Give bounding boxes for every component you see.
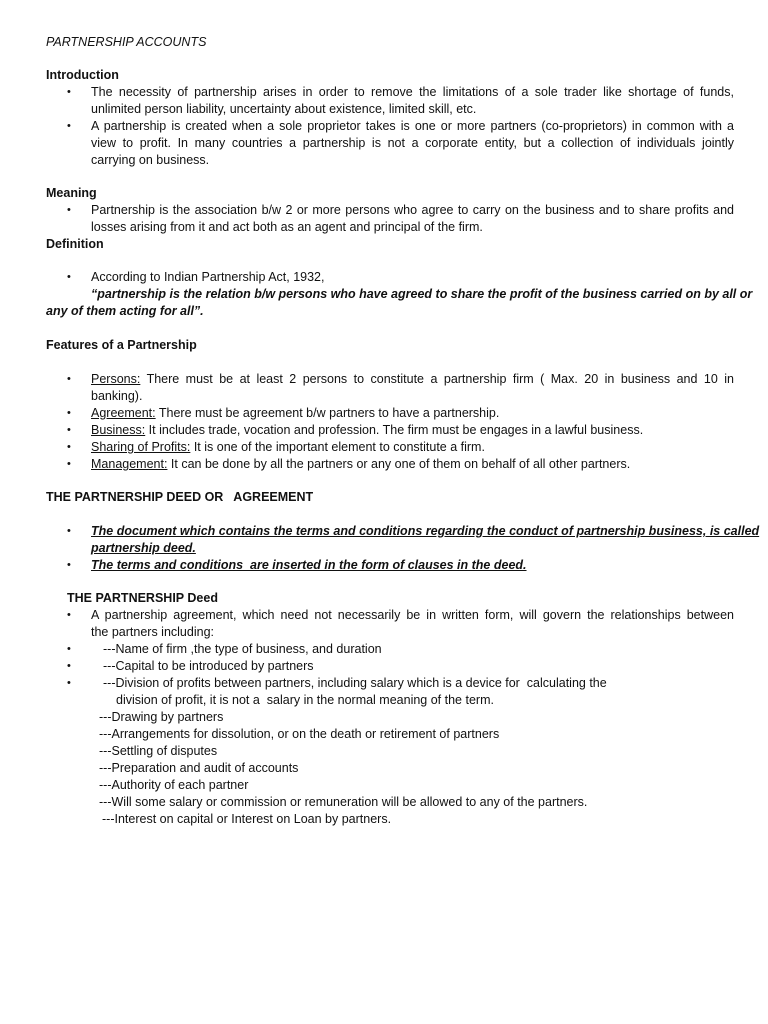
deed-agreement-bullet-1-line-2: partnership deed. bbox=[91, 541, 196, 555]
feature-persons-line-1 bbox=[91, 371, 734, 388]
meaning-line-1: Partnership is the association b/w 2 or more persons who agree to carry on the business and to share profits and bbox=[91, 203, 734, 217]
feature-business bbox=[91, 422, 643, 439]
definition-quote-line-2: any of them acting for all”. bbox=[46, 304, 204, 318]
deed-item-disputes: ---Settling of disputes bbox=[99, 744, 218, 758]
deed-item-drawing: ---Drawing by partners bbox=[99, 710, 224, 724]
feature-management-keyword: Management: bbox=[91, 457, 168, 471]
feature-persons-keyword: Persons: bbox=[91, 372, 141, 386]
introduction-heading: Introduction bbox=[46, 68, 119, 82]
feature-persons-text: There must be at least 2 persons to constitute a partnership firm ( Max. 20 in business and 10 in bbox=[140, 372, 734, 386]
bullet-icon: • bbox=[67, 86, 71, 98]
feature-agreement-text: There must be agreement b/w partners to have a partnership. bbox=[155, 406, 500, 420]
deed-item-name-of-firm: ---Name of firm ,the type of business, and duration bbox=[103, 642, 382, 656]
deed-item-authority: ---Authority of each partner bbox=[99, 778, 249, 792]
deed-item-capital: ---Capital to be introduced by partners bbox=[103, 659, 314, 673]
deed-item-division-of-profits: ---Division of profits between partners, including salary which is a device for calculating the bbox=[103, 676, 607, 690]
feature-business-text: It includes trade, vocation and profession. The firm must be engages in a lawful business. bbox=[145, 423, 644, 437]
intro-bullet-2-line-1: A partnership is created when a sole proprietor takes is one or more partners (co-proprietors) in common with a bbox=[91, 119, 734, 133]
bullet-icon: • bbox=[67, 373, 71, 385]
deed-heading: THE PARTNERSHIP Deed bbox=[67, 591, 218, 605]
intro-bullet-1-line-2: unlimited person liability, uncertainty about existence, limited skill, etc. bbox=[91, 102, 477, 116]
deed-item-salary: ---Will some salary or commission or remuneration will be allowed to any of the partners. bbox=[99, 795, 588, 809]
feature-business-keyword: Business: bbox=[91, 423, 146, 437]
feature-sharing bbox=[91, 439, 485, 456]
definition-act-line: According to Indian Partnership Act, 1932, bbox=[91, 270, 325, 284]
intro-bullet-2-line-3: carrying on business. bbox=[91, 153, 210, 167]
intro-bullet-2-line-2: view to profit. In many countries a partnership is not a corporate entity, but a collection of individuals jointly bbox=[91, 136, 734, 150]
bullet-icon: • bbox=[67, 424, 71, 436]
feature-management-text: It can be done by all the partners or any one of them on behalf of all other partners. bbox=[167, 457, 631, 471]
deed-item-audit: ---Preparation and audit of accounts bbox=[99, 761, 299, 775]
deed-item-division-of-profits-cont: division of profit, it is not a salary in the normal meaning of the term. bbox=[116, 693, 494, 707]
definition-heading: Definition bbox=[46, 237, 104, 251]
bullet-icon: • bbox=[67, 525, 71, 537]
feature-management bbox=[91, 456, 630, 473]
bullet-icon: • bbox=[67, 660, 71, 672]
bullet-icon: • bbox=[67, 441, 71, 453]
feature-agreement bbox=[91, 405, 499, 422]
definition-quote-line-1: “partnership is the relation b/w persons who have agreed to share the profit of the business carried on by all or bbox=[91, 287, 753, 301]
bullet-icon: • bbox=[67, 609, 71, 621]
document-title: PARTNERSHIP ACCOUNTS bbox=[46, 35, 207, 49]
bullet-icon: • bbox=[67, 458, 71, 470]
bullet-icon: • bbox=[67, 643, 71, 655]
meaning-line-2: losses arising from it and act both as an agent and principal of the firm. bbox=[91, 220, 483, 234]
deed-agreement-heading: THE PARTNERSHIP DEED OR AGREEMENT bbox=[46, 490, 314, 504]
feature-agreement-keyword: Agreement: bbox=[91, 406, 156, 420]
deed-agreement-bullet-2: The terms and conditions are inserted in the form of clauses in the deed. bbox=[91, 558, 527, 572]
feature-persons-line-2: banking). bbox=[91, 389, 143, 403]
intro-bullet-1-line-1: The necessity of partnership arises in order to remove the limitations of a sole trader like shortage of funds, bbox=[91, 85, 734, 99]
bullet-icon: • bbox=[67, 271, 71, 283]
bullet-icon: • bbox=[67, 559, 71, 571]
feature-sharing-keyword: Sharing of Profits: bbox=[91, 440, 191, 454]
feature-sharing-text: It is one of the important element to constitute a firm. bbox=[190, 440, 485, 454]
bullet-icon: • bbox=[67, 407, 71, 419]
bullet-icon: • bbox=[67, 677, 71, 689]
deed-item-dissolution: ---Arrangements for dissolution, or on the death or retirement of partners bbox=[99, 727, 500, 741]
deed-intro-line-2: the partners including: bbox=[91, 625, 214, 639]
meaning-heading: Meaning bbox=[46, 186, 97, 200]
deed-agreement-bullet-1-line-1: The document which contains the terms and conditions regarding the conduct of partnership business, is called bbox=[91, 524, 760, 538]
deed-intro-line-1: A partnership agreement, which need not necessarily be in written form, will govern the relationships between bbox=[91, 608, 734, 622]
bullet-icon: • bbox=[67, 204, 71, 216]
deed-item-interest: ---Interest on capital or Interest on Loan by partners. bbox=[102, 812, 392, 826]
bullet-icon: • bbox=[67, 120, 71, 132]
features-heading: Features of a Partnership bbox=[46, 338, 197, 352]
